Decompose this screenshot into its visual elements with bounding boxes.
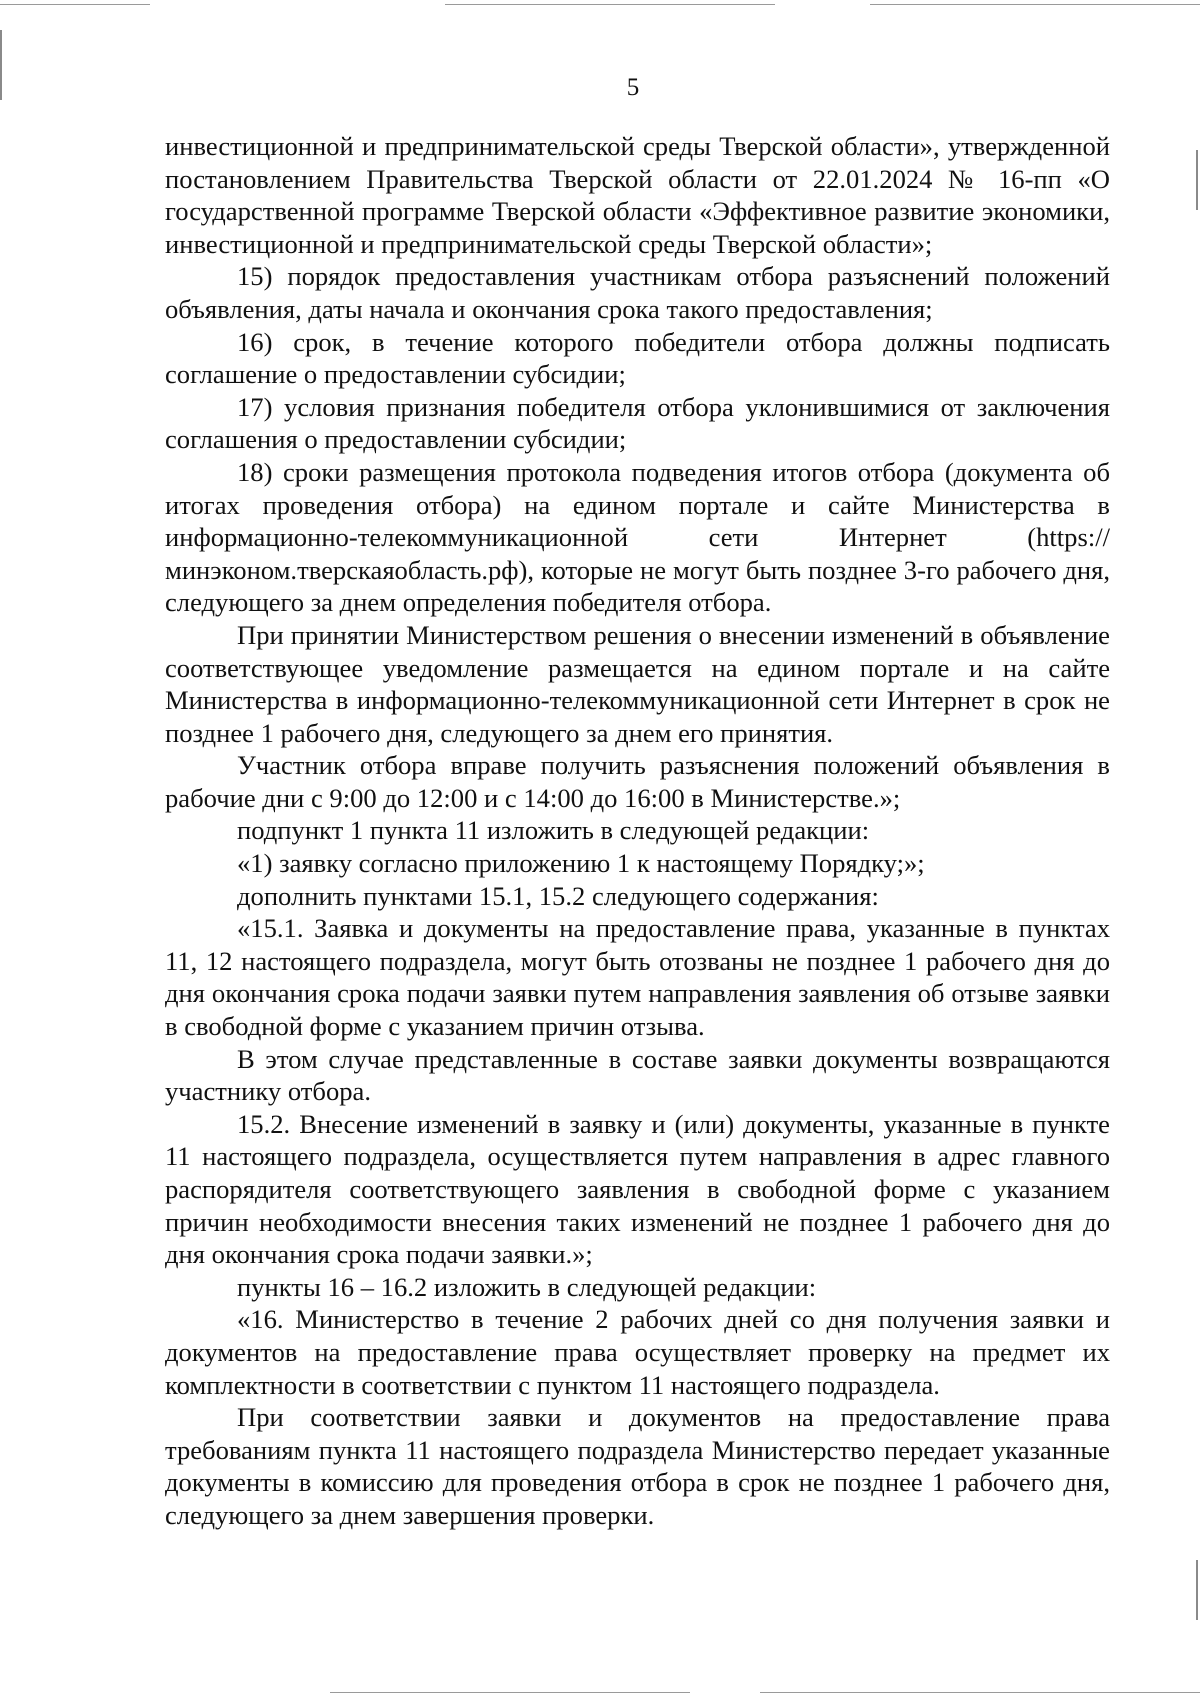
paragraph-16: «16. Министерство в течение 2 рабочих дней со дня получения заявки и документов на предоставление права осуществляет проверку на предмет их комплектности в соответствии с пунктом 11 настоящего подраздела. xyxy=(165,1304,1110,1400)
page-number: 5 xyxy=(626,74,640,101)
right-edge-mark-1 xyxy=(1196,150,1198,210)
top-scan-rule-right xyxy=(870,4,1200,5)
paragraph-15-1: «15.1. Заявка и документы на предоставление права, указанные в пунктах 11, 12 настоящего подраздела, могут быть отозваны не позднее 1 рабочего дня до дня окончания срока подачи заявки путем направления заявления об отзыве заявки в свободной форме с указанием причин отзыва. xyxy=(165,913,1110,1042)
paragraph-continuation: инвестиционной и предпринимательской среды Тверской области», утвержденной постановлением Правительства Тверской области от 22.01.2024 № 16-пп «О государственной программе Тверской области «Эффективное развитие экономики, инвестиционной и предпринимательской среды Тверской области»; xyxy=(165,131,1110,259)
paragraph-item-15: 15) порядок предоставления участникам отбора разъяснений положений объявления, даты начала и окончания срока такого предоставления; xyxy=(165,261,1110,324)
bottom-scan-rule-left xyxy=(330,1692,690,1693)
paragraph-item-17: 17) условия признания победителя отбора уклонившимися от заключения соглашения о предоставлении субсидии; xyxy=(165,391,1110,455)
right-edge-mark-2 xyxy=(1196,1560,1198,1620)
paragraph-amend-16: пункты 16 – 16.2 изложить в следующей редакции: xyxy=(237,1271,817,1302)
paragraph-item-18: 18) сроки размещения протокола подведения итогов отбора (документа об итогах проведения отбора) на едином портале и сайте Министерства в информационно-телекоммуникационной сети Интернет (https://минэконом.тверскаяобласть.рф), которые не могут быть позднее 3-го рабочего дня, следующего за днем определения победителя отбора. xyxy=(165,456,1110,618)
paragraph-add-15: дополнить пунктами 15.1, 15.2 следующего содержания: xyxy=(237,880,879,911)
bottom-scan-rule-right xyxy=(760,1692,1200,1693)
top-scan-rule-left xyxy=(0,4,150,5)
paragraph-item-16: 16) срок, в течение которого победители отбора должны подписать соглашение о предоставлении субсидии; xyxy=(165,326,1110,390)
paragraph-quote-11-1: «1) заявку согласно приложению 1 к настоящему Порядку;»; xyxy=(237,848,925,879)
paragraph-15-1-return: В этом случае представленные в составе заявки документы возвращаются участнику отбора. xyxy=(165,1043,1110,1107)
paragraph-16-compliance: При соответствии заявки и документов на предоставление права требованиям пункта 11 настоящего подраздела Министерство передает указанные документы в комиссию для проведения отбора в срок не позднее 1 рабочего дня, следующего за днем завершения проверки. xyxy=(165,1402,1110,1530)
paragraph-changes-notice: При принятии Министерством решения о внесении изменений в объявление соответствующее уведомление размещается на едином портале и на сайте Министерства в информационно-телекоммуникационной сети Интернет в срок не позднее 1 рабочего дня, следующего за днем его принятия. xyxy=(165,619,1110,748)
top-scan-rule-middle xyxy=(445,4,775,5)
paragraph-15-2: 15.2. Внесение изменений в заявку и (или) документы, указанные в пункте 11 настоящего подраздела, осуществляется путем направления в адрес главного распорядителя соответствующего заявления в свободной форме с указанием причин необходимости внесения таких изменений не позднее 1 рабочего дня до дня окончания срока подачи заявки.»; xyxy=(165,1108,1110,1270)
paragraph-clarifications: Участник отбора вправе получить разъяснения положений объявления в рабочие дни с 9:00 до 12:00 и с 14:00 до 16:00 в Министерстве.»; xyxy=(165,750,1110,813)
document-body xyxy=(165,130,1110,1532)
paragraph-amend-11-1: подпункт 1 пункта 11 изложить в следующей редакции: xyxy=(237,815,870,846)
